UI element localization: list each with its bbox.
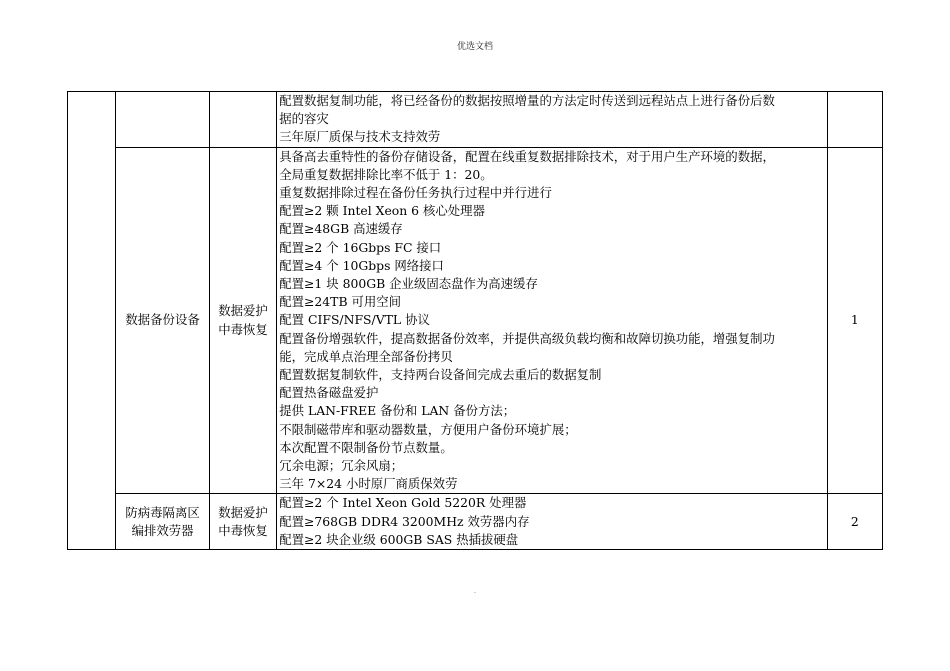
function-cell-line: 中毒恢复 [218,522,268,538]
spec-line: 全局重复数据排除比率不低于 1：20。 [279,166,493,182]
spec-line: 据的容灾 [279,111,329,127]
spec-description-cell [277,494,827,550]
spec-line: 配置≥2 个 16Gbps FC 接口 [279,239,442,255]
spec-line: 提供 LAN-FREE 备份和 LAN 备份方法； [279,403,516,419]
quantity-cell: 1 [827,147,882,494]
spec-line: 三年 7×24 小时原厂商质保效劳 [279,476,458,492]
function-cell-line: 数据爱护 [218,504,268,520]
spec-line: 冗余电源；冗余风扇； [279,458,404,474]
spec-line: 配置数据复制功能，将已经备份的数据按照增量的方法定时传送到远程站点上进行备份后数 [279,93,775,108]
spec-line: 配置≥2 颗 Intel Xeon 6 核心处理器 [279,203,485,219]
quantity-cell [827,92,882,148]
spec-line: 具备高去重特性的备份存储设备，配置在线重复数据排除技术，对于用户生产环境的数据， [279,148,775,164]
function-cell-text [218,302,268,338]
spec-table [67,91,883,550]
function-cell-line: 中毒恢复 [218,321,268,337]
spec-line: 配置数据复制软件，支持两台设备间完成去重后的数据复制 [279,367,602,383]
spec-line: 本次配置不限制备份节点数量。 [279,439,453,455]
spec-line: 配置≥1 块 800GB 企业级固态盘作为高速缓存 [279,276,538,292]
index-cell [68,92,116,550]
device-name-cell-line: 数据备份设备 [125,312,200,328]
spec-description-cell [277,147,827,494]
table-row [68,147,883,494]
table-row [68,494,883,550]
function-cell [209,147,276,494]
function-cell-line: 数据爱护 [218,303,268,319]
device-name-cell-text [125,504,199,540]
spec-line: 配置 CIFS/NFS/VTL 协议 [279,312,430,328]
spec-line: 三年原厂质保与技术支持效劳 [279,129,441,145]
function-cell [209,494,276,550]
spec-line: 配置≥24TB 可用空间 [279,294,402,310]
footer-mark: . [474,588,476,595]
spec-line: 配置热备磁盘爱护 [279,385,379,401]
spec-line: 配置备份增强软件，提高数据备份效率，并提供高级负载均衡和故障切换功能，增强复制功 [279,330,775,346]
spec-line: 配置≥2 块企业级 600GB SAS 热插拔硬盘 [279,531,519,547]
spec-line: 配置≥4 个 10Gbps 网络接口 [279,257,444,273]
spec-line: 重复数据排除过程在备份任务执行过程中并行进行 [279,185,552,201]
spec-description-cell [277,92,827,148]
spec-table-body [68,92,883,550]
device-name-cell [116,92,210,148]
spec-line: 能，完成单点治理全部备份拷贝 [279,348,453,364]
device-name-cell [116,147,210,494]
device-name-cell-line: 编排效劳器 [131,522,194,538]
spec-line: 配置≥48GB 高速缓存 [279,221,403,237]
spec-line: 不限制磁带库和驱动器数量，方便用户备份环境扩展； [279,421,577,437]
quantity-cell: 2 [827,494,882,550]
device-name-cell [116,494,210,550]
table-row [68,92,883,148]
page-header: 优选文档 [456,42,493,52]
device-name-cell-line: 防病毒隔离区 [125,504,200,520]
spec-line: 配置≥768GB DDR4 3200MHz 效劳器内存 [279,513,530,529]
device-name-cell-text [125,311,199,329]
spec-line: 配置≥2 个 Intel Xeon Gold 5220R 处理器 [279,495,527,511]
function-cell-text [218,504,268,540]
function-cell [209,92,276,148]
